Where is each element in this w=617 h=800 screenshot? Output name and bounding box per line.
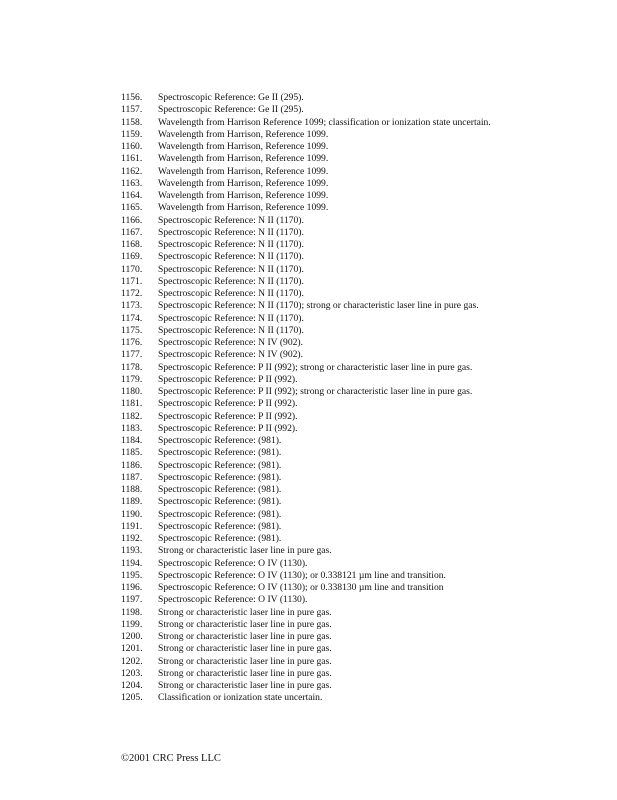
footnote-number: 1166. (121, 214, 143, 226)
footnote-item (121, 643, 499, 655)
footnote-text: Spectroscopic Reference: O IV (1130); or 0.338130 µm line and transition (158, 582, 444, 593)
footnote-number: 1165. (121, 202, 143, 214)
footnote-text: Strong or characteristic laser line in pure gas. (158, 545, 332, 557)
footnote-item (121, 423, 499, 435)
footnote-item (121, 656, 499, 668)
footnote-number: 1185. (121, 447, 143, 459)
footnote-text: Spectroscopic Reference: P II (992). (158, 398, 298, 410)
footnote-text: Strong or characteristic laser line in pure gas. (158, 667, 332, 679)
footnote-number: 1186. (121, 459, 143, 471)
footnote-item (121, 251, 499, 263)
footnote-item (121, 509, 499, 521)
footnote-text: Spectroscopic Reference: O IV (1130). (158, 557, 308, 569)
footnote-number: 1188. (121, 484, 143, 495)
footnote-text: Spectroscopic Reference: O IV (1130). (158, 594, 308, 606)
footnote-item (121, 545, 499, 557)
footnote-item (121, 386, 499, 398)
footnote-number: 1202. (121, 655, 143, 667)
footnote-item (121, 349, 499, 361)
footnote-item (121, 117, 499, 129)
footnote-number: 1174. (121, 312, 143, 324)
footnote-item (121, 484, 499, 496)
footnote-number: 1204. (121, 680, 143, 691)
footnote-text: Spectroscopic Reference: (981). (158, 435, 282, 446)
footnote-number: 1163. (121, 177, 143, 189)
footnote-text: Spectroscopic Reference: N II (1170). (158, 214, 304, 226)
footnote-number: 1159. (121, 128, 143, 140)
footnote-item (121, 104, 499, 116)
footnote-number: 1191. (121, 520, 143, 532)
footnote-number: 1193. (121, 545, 143, 557)
footnote-list (121, 92, 499, 705)
footnote-text: Spectroscopic Reference: P II (992). (158, 410, 298, 422)
footnote-item (121, 337, 499, 349)
footnote-number: 1172. (121, 288, 143, 299)
footnote-number: 1201. (121, 643, 143, 655)
footnote-item (121, 92, 499, 104)
footnote-item (121, 472, 499, 484)
footnote-text: Spectroscopic Reference: N II (1170); strong or characteristic laser line in pure gas. (158, 300, 479, 312)
footnote-number: 1177. (121, 349, 143, 361)
footnote-item (121, 313, 499, 325)
footnote-text: Spectroscopic Reference: (981). (158, 447, 282, 459)
footnote-text: Spectroscopic Reference: P II (992); strong or characteristic laser line in pure gas. (158, 386, 473, 397)
footnote-text: Spectroscopic Reference: Ge II (295). (158, 104, 304, 116)
footnote-number: 1173. (121, 300, 143, 312)
footnote-item (121, 619, 499, 631)
footnote-text: Wavelength from Harrison, Reference 1099. (158, 202, 329, 214)
footnote-item (121, 680, 499, 692)
footnote-number: 1176. (121, 337, 143, 348)
footnote-number: 1190. (121, 508, 143, 520)
footnote-item (121, 276, 499, 288)
footnote-item (121, 325, 499, 337)
footnote-number: 1189. (121, 496, 143, 508)
footnote-number: 1175. (121, 324, 143, 336)
footnote-item (121, 215, 499, 227)
footnote-text: Spectroscopic Reference: (981). (158, 508, 282, 520)
footnote-item (121, 264, 499, 276)
footnote-text: Spectroscopic Reference: N II (1170). (158, 312, 304, 324)
footnote-item (121, 153, 499, 165)
footnote-text: Spectroscopic Reference: (981). (158, 533, 282, 544)
footnote-item (121, 692, 499, 704)
footnote-text: Spectroscopic Reference: N II (1170). (158, 226, 304, 238)
footnote-number: 1181. (121, 398, 143, 410)
footnote-text: Spectroscopic Reference: (981). (158, 520, 282, 532)
footnote-item (121, 129, 499, 141)
footnote-number: 1183. (121, 422, 143, 434)
footnote-text: Spectroscopic Reference: N II (1170). (158, 263, 304, 275)
footnote-number: 1180. (121, 386, 143, 397)
footnote-text: Spectroscopic Reference: N IV (902). (158, 337, 304, 348)
footnote-number: 1200. (121, 631, 143, 642)
footnote-text: Spectroscopic Reference: N IV (902). (158, 349, 304, 361)
footnote-number: 1170. (121, 263, 143, 275)
footnote-number: 1160. (121, 141, 143, 152)
footnote-text: Spectroscopic Reference: P II (992). (158, 422, 298, 434)
footnote-item (121, 570, 499, 582)
footnote-number: 1156. (121, 92, 143, 103)
footnote-text: Wavelength from Harrison, Reference 1099. (158, 165, 329, 177)
footnote-text: Spectroscopic Reference: N II (1170). (158, 324, 304, 336)
footnote-item (121, 190, 499, 202)
footnote-item (121, 533, 499, 545)
footnote-number: 1162. (121, 165, 143, 177)
footnote-item (121, 558, 499, 570)
footnote-text: Strong or characteristic laser line in pure gas. (158, 631, 332, 642)
footnote-text: Wavelength from Harrison, Reference 1099. (158, 153, 329, 165)
footnote-item (121, 435, 499, 447)
footnote-number: 1171. (121, 275, 143, 287)
footnote-number: 1178. (121, 361, 143, 373)
footnote-text: Strong or characteristic laser line in pure gas. (158, 606, 332, 618)
footnote-text: Spectroscopic Reference: (981). (158, 459, 282, 471)
footnote-text: Spectroscopic Reference: O IV (1130); or 0.338121 µm line and transition. (158, 569, 446, 581)
footnote-text: Spectroscopic Reference: Ge II (295). (158, 92, 304, 103)
footnote-text: Wavelength from Harrison Reference 1099; classification or ionization state uncertain. (158, 116, 491, 128)
footnote-number: 1161. (121, 153, 143, 165)
footnote-number: 1205. (121, 692, 143, 704)
footnote-number: 1194. (121, 557, 143, 569)
footnote-text: Spectroscopic Reference: N II (1170). (158, 251, 304, 263)
footnote-number: 1195. (121, 569, 143, 581)
footnote-number: 1179. (121, 373, 143, 385)
footnote-text: Spectroscopic Reference: (981). (158, 471, 282, 483)
footnote-number: 1157. (121, 104, 143, 116)
footnote-text: Strong or characteristic laser line in pure gas. (158, 680, 332, 691)
footnote-item (121, 398, 499, 410)
footnote-item (121, 166, 499, 178)
footnote-item (121, 227, 499, 239)
footnote-item (121, 288, 499, 300)
footnote-text: Strong or characteristic laser line in pure gas. (158, 643, 332, 655)
footnote-item (121, 141, 499, 153)
footnote-item (121, 607, 499, 619)
footnote-item (121, 447, 499, 459)
footnote-text: Spectroscopic Reference: (981). (158, 496, 282, 508)
footnote-number: 1203. (121, 667, 143, 679)
footnote-item (121, 582, 499, 594)
footnote-number: 1168. (121, 239, 143, 250)
footnote-item (121, 362, 499, 374)
footnote-item (121, 374, 499, 386)
footnote-text: Wavelength from Harrison, Reference 1099. (158, 141, 329, 152)
footnote-number: 1197. (121, 594, 143, 606)
footnote-number: 1169. (121, 251, 143, 263)
footnote-item (121, 668, 499, 680)
footnote-text: Wavelength from Harrison, Reference 1099. (158, 190, 329, 201)
footnote-item (121, 202, 499, 214)
footnote-number: 1198. (121, 606, 143, 618)
footnote-number: 1184. (121, 435, 143, 446)
footnote-text: Spectroscopic Reference: (981). (158, 484, 282, 495)
footnote-number: 1167. (121, 226, 143, 238)
footnote-text: Strong or characteristic laser line in pure gas. (158, 618, 332, 630)
footnote-item (121, 178, 499, 190)
copyright-footer: ©2001 CRC Press LLC (121, 753, 221, 764)
footnote-text: Spectroscopic Reference: N II (1170). (158, 275, 304, 287)
footnote-text: Spectroscopic Reference: P II (992); strong or characteristic laser line in pure gas. (158, 361, 473, 373)
footnote-item (121, 239, 499, 251)
footnote-item (121, 300, 499, 312)
footnote-text: Spectroscopic Reference: N II (1170). (158, 239, 304, 250)
footnote-number: 1158. (121, 116, 143, 128)
footnote-item (121, 460, 499, 472)
footnote-number: 1199. (121, 618, 143, 630)
footnote-item (121, 631, 499, 643)
footnote-item (121, 411, 499, 423)
footnote-item (121, 521, 499, 533)
footnote-number: 1182. (121, 410, 143, 422)
footnote-text: Wavelength from Harrison, Reference 1099. (158, 128, 329, 140)
footnote-text: Spectroscopic Reference: P II (992). (158, 373, 298, 385)
footnote-text: Strong or characteristic laser line in pure gas. (158, 655, 332, 667)
footnote-text: Classification or ionization state uncertain. (158, 692, 323, 704)
footnote-item (121, 496, 499, 508)
footnote-number: 1196. (121, 582, 143, 593)
footnote-item (121, 594, 499, 606)
footnote-text: Spectroscopic Reference: N II (1170). (158, 288, 304, 299)
footnote-number: 1164. (121, 190, 143, 201)
footnote-text: Wavelength from Harrison, Reference 1099. (158, 177, 329, 189)
footnote-number: 1187. (121, 471, 143, 483)
footnote-number: 1192. (121, 533, 143, 544)
